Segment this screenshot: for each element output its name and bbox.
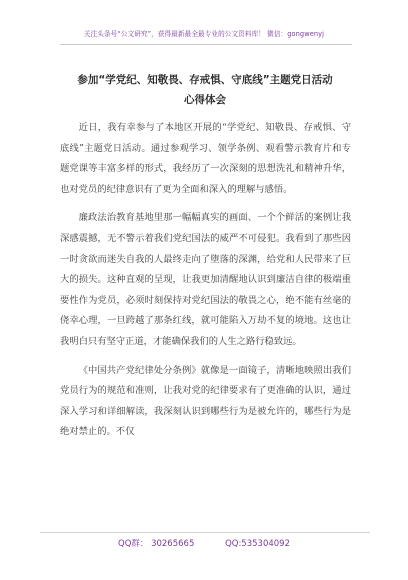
header-divider [60, 44, 352, 45]
footer [0, 537, 408, 549]
document-title [40, 70, 370, 110]
title-line-2: 心得体会 [184, 94, 226, 106]
document-body [60, 118, 351, 451]
footer-qq-group: QQ群： 30265665 [118, 539, 195, 549]
paragraph: 廉政法治教育基地里那一幅幅真实的画面、一个个鲜活的案例让我深感震撼，无不警示着我们党纪国法的威严不可侵犯。我看到了那些因一时贪欲而迷失自我的人最终走向了堕落的深渊，给党和人民带来了巨大的损失。这种直观的呈现，让我更加清醒地认识到廉洁自律的极端重要性作为党员，必须时刻保持对党纪国法的敬畏之心，绝不能有丝毫的侥幸心理，一旦跨越了那条红线，就可能陷入万劫不复的境地。这也让我明白只有坚守正道，才能确保我们的人生之路行稳致远。 [60, 212, 351, 347]
paragraph: 近日，我有幸参与了本地区开展的“学党纪、知敬畏、存戒惧、守底线”主题党日活动。通过参观学习、领学条例、观看警示教育片和专题党课等丰富多样的形式，我经历了一次深刻的思想洗礼和精神升华，也对党员的纪律意识有了更为全面和深入的理解与感悟。 [60, 122, 351, 195]
footer-qq-contact: QQ:535304092 [225, 539, 290, 549]
footer-divider [40, 532, 370, 533]
header-banner: 关注头条号“公文研究”，获得最新最全最专业的公文资料库！ 微信：gongwenyj [83, 30, 325, 38]
title-line-1: 参加“学党纪、知敬畏、存戒惧、守底线”主题党日活动 [77, 74, 333, 86]
paragraph: 《中国共产党纪律处分条例》就像是一面镜子，清晰地映照出我们党员行为的规范和准则，让我对党的纪律要求有了更准确的认识，通过深入学习和详细解读，我深刻认识到哪些行为是被允许的，哪些行为是绝对禁止的。不仅 [60, 364, 351, 438]
